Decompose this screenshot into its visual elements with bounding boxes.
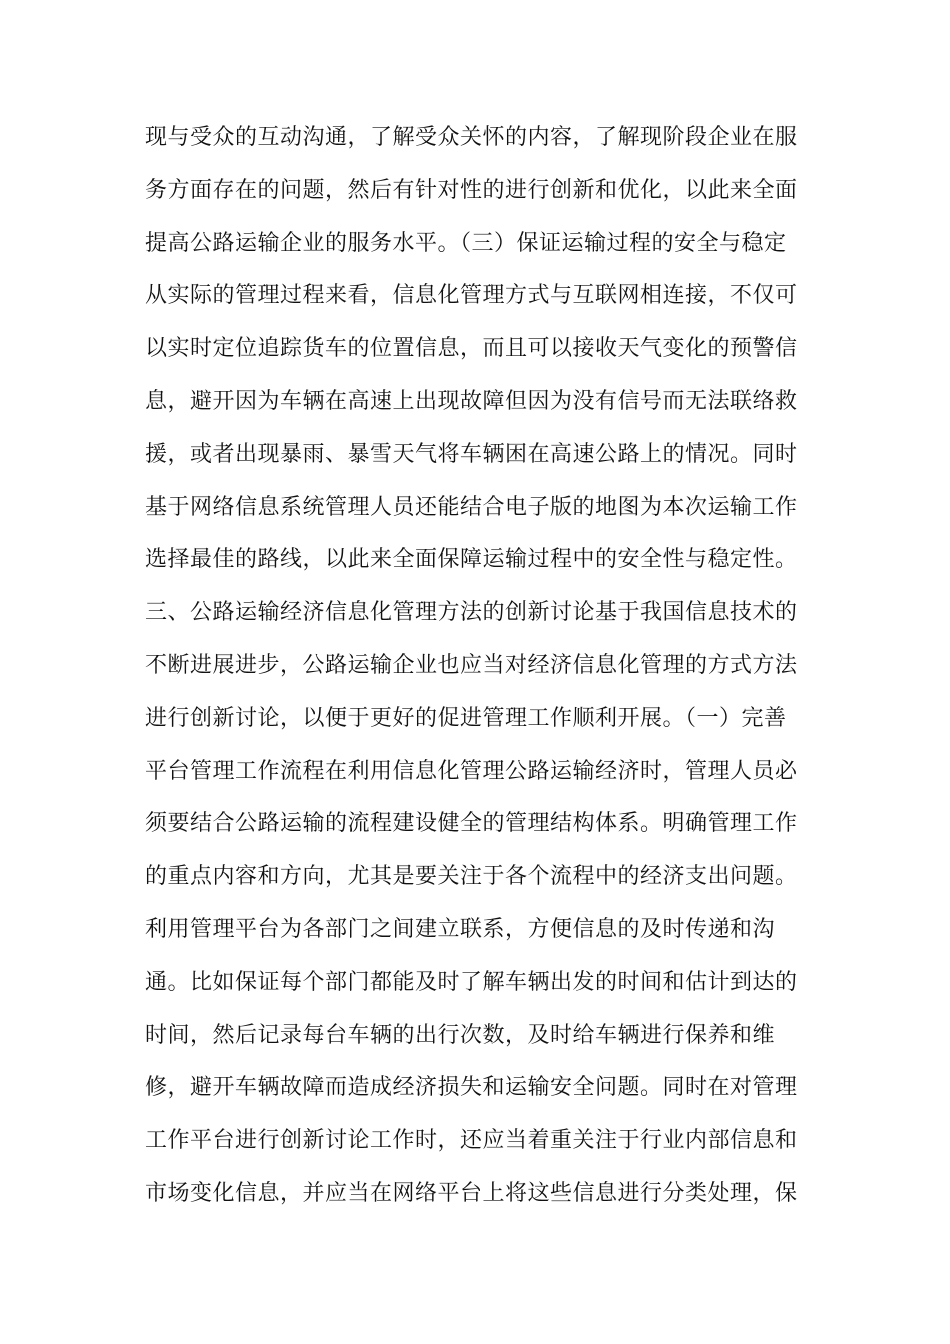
text-line: 援，或者出现暴雨、暴雪天气将车辆困在高速公路上的情况。同时 (145, 441, 798, 467)
text-line: 的重点内容和方向，尤其是要关注于各个流程中的经济支出问题。 (145, 864, 798, 890)
text-line: 选择最佳的路线，以此来全面保障运输过程中的安全性与稳定性。 (145, 547, 798, 573)
text-line: 息，避开因为车辆在高速上出现故障但因为没有信号而无法联络救 (145, 388, 798, 414)
text-line: 须要结合公路运输的流程建设健全的管理结构体系。明确管理工作 (145, 811, 798, 837)
text-line: 基于网络信息系统管理人员还能结合电子版的地图为本次运输工作 (145, 494, 798, 520)
text-line: 进行创新讨论，以便于更好的促进管理工作顺利开展。（一）完善 (145, 705, 787, 731)
text-line: 现与受众的互动沟通，了解受众关怀的内容，了解现阶段企业在服 (145, 125, 798, 150)
text-line: 从实际的管理过程来看，信息化管理方式与互联网相连接，不仅可 (145, 283, 798, 309)
text-line: 提高公路运输企业的服务水平。（三）保证运输过程的安全与稳定 (145, 230, 787, 256)
text-line: 不断进展进步，公路运输企业也应当对经济信息化管理的方式方法 (145, 652, 798, 678)
text-line: 时间，然后记录每台车辆的出行次数，及时给车辆进行保养和维 (145, 1022, 776, 1048)
text-line: 平台管理工作流程在利用信息化管理公路运输经济时，管理人员必 (145, 758, 798, 784)
text-line: 市场变化信息，并应当在网络平台上将这些信息进行分类处理，保 (145, 1180, 798, 1206)
text-line: 修，避开车辆故障而造成经济损失和运输安全问题。同时在对管理 (145, 1075, 798, 1101)
text-line: 以实时定位追踪货车的位置信息，而且可以接收天气变化的预警信 (145, 336, 798, 362)
text-line: 工作平台进行创新讨论工作时，还应当着重关注于行业内部信息和 (145, 1128, 798, 1154)
text-line: 务方面存在的问题，然后有针对性的进行创新和优化，以此来全面 (145, 177, 798, 203)
text-line: 通。比如保证每个部门都能及时了解车辆出发的时间和估计到达的 (145, 969, 798, 995)
body-text (145, 112, 805, 1221)
section-heading-line: 三、公路运输经济信息化管理方法的创新讨论基于我国信息技术的 (145, 600, 798, 626)
text-line: 利用管理平台为各部门之间建立联系，方便信息的及时传递和沟 (145, 916, 776, 942)
